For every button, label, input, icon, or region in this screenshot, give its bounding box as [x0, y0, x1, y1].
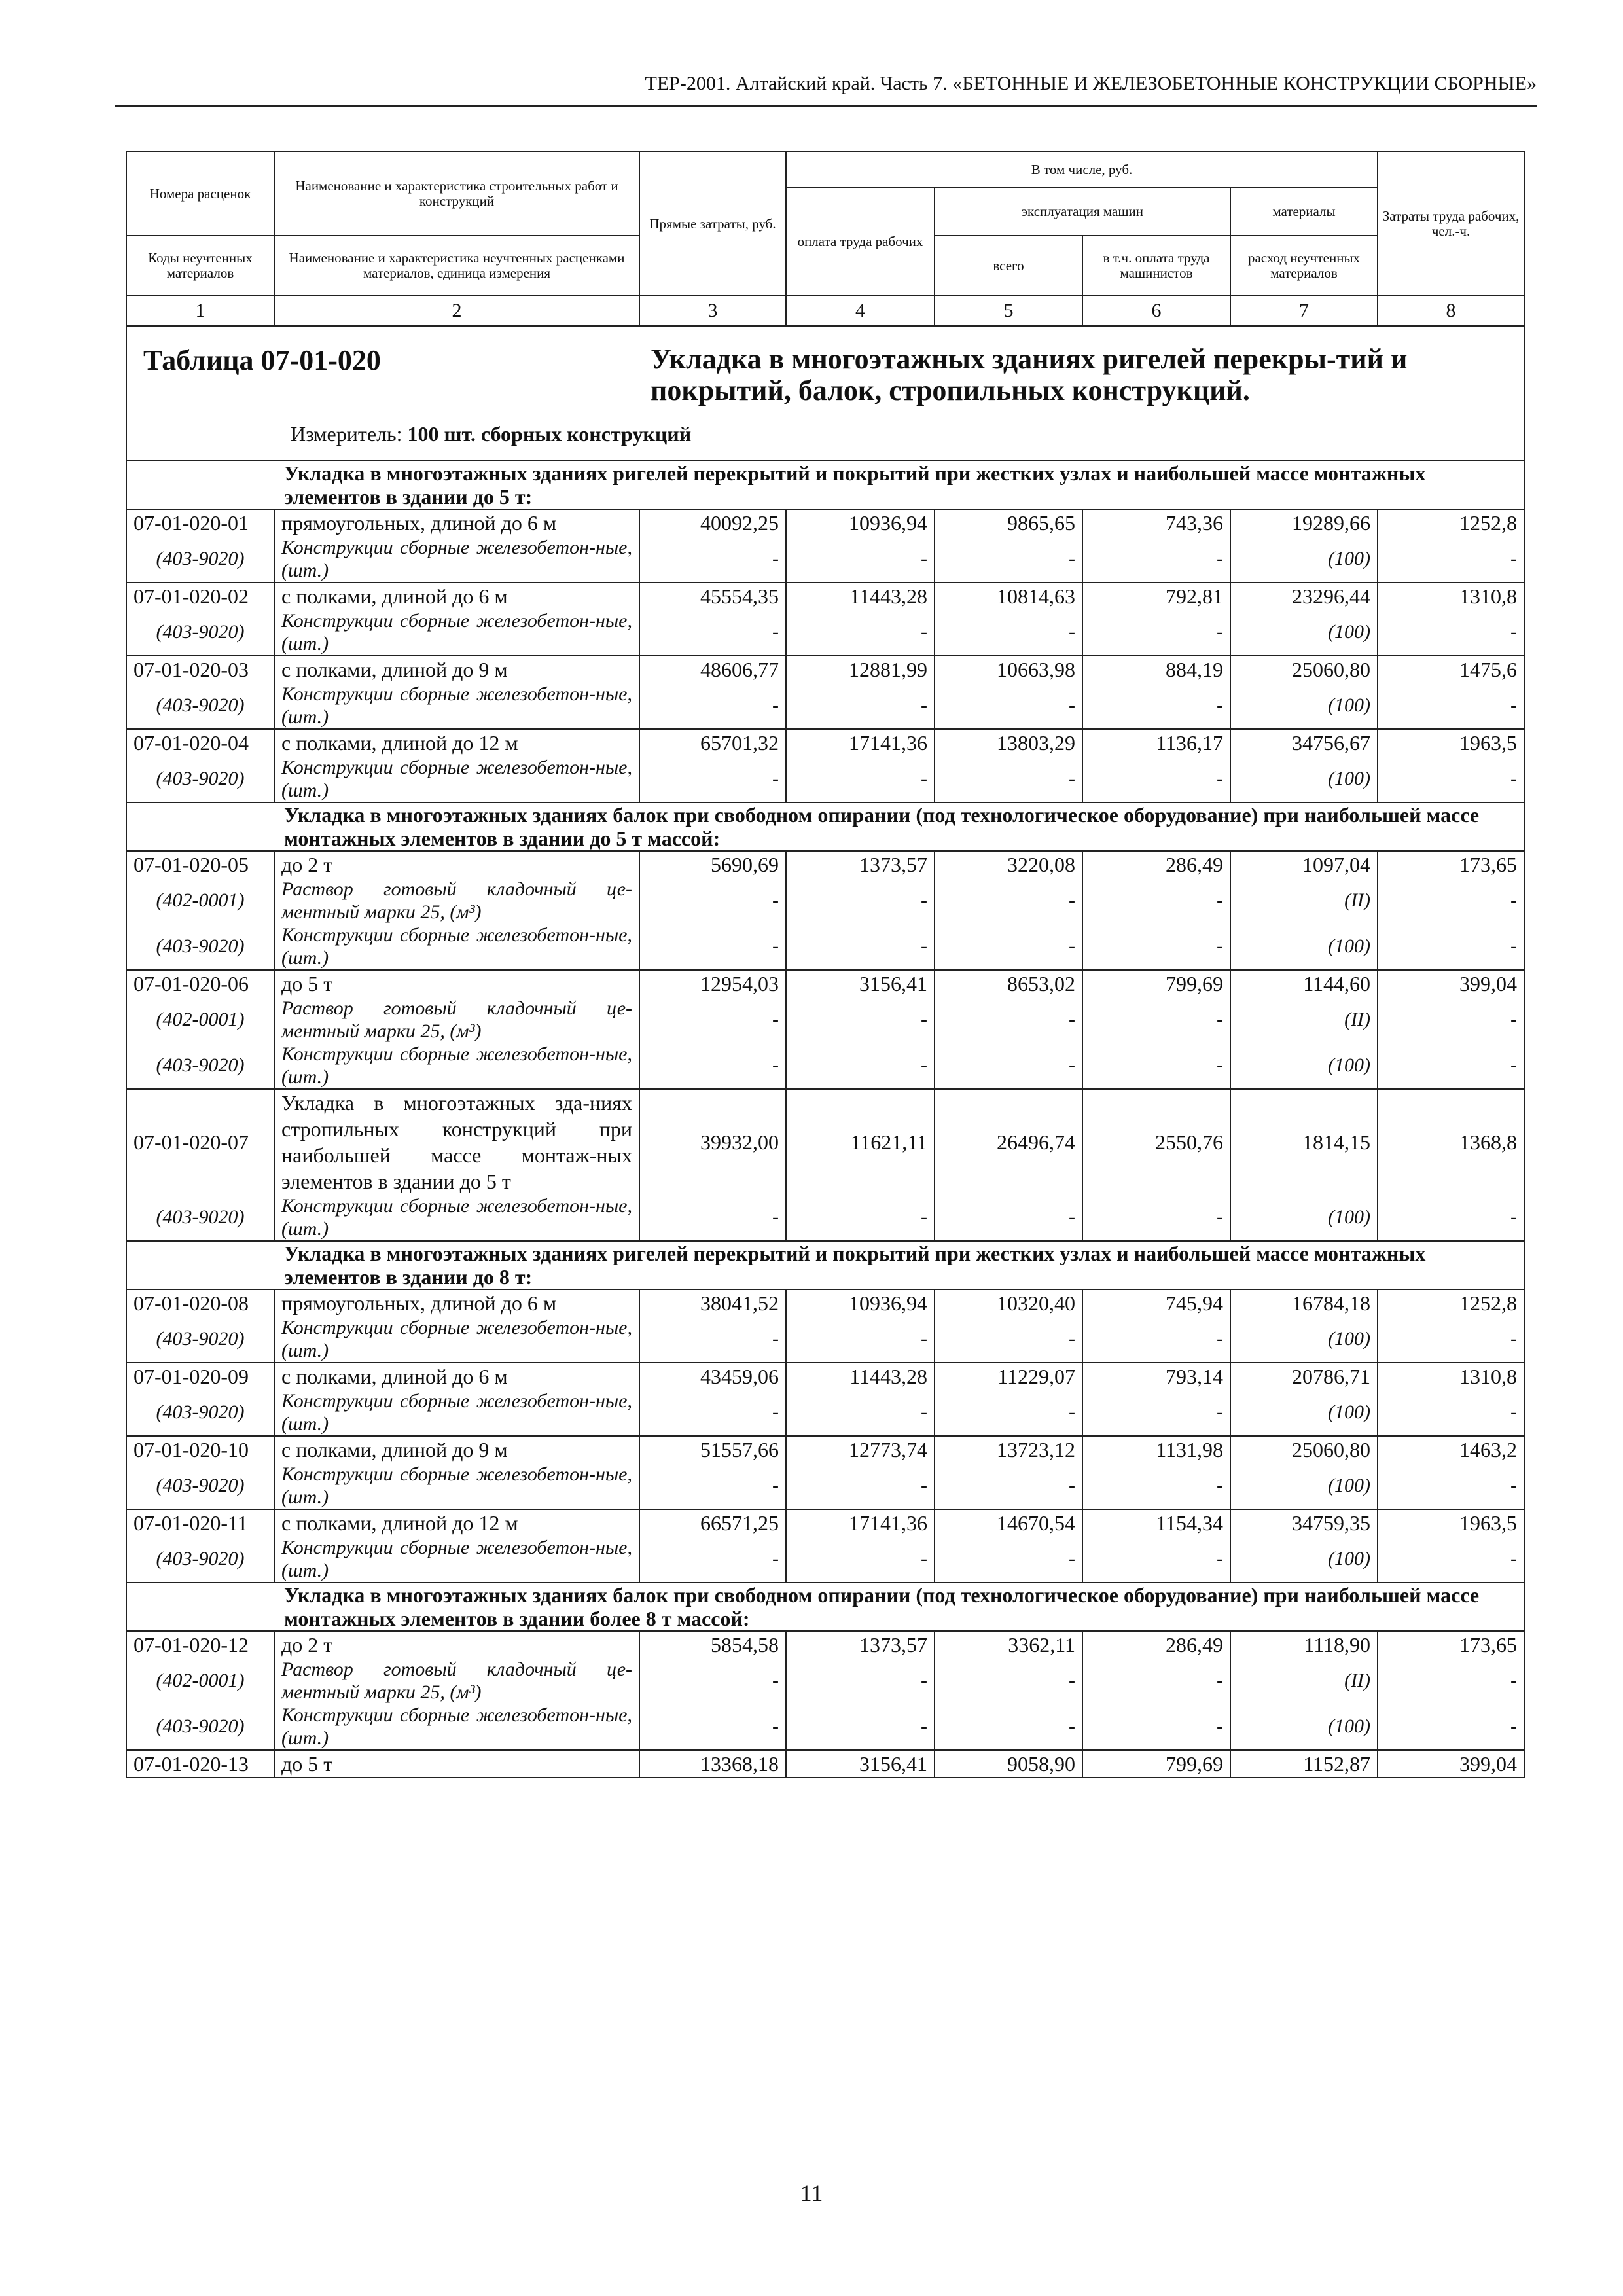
labor-costs-cell: - — [1378, 924, 1524, 970]
material-usage-cell: 34759,35 — [1230, 1509, 1378, 1536]
machines-total-cell: - — [935, 924, 1082, 970]
material-code: (403-9020) — [126, 756, 274, 802]
worker-pay-cell: - — [786, 1043, 935, 1089]
material-code: (403-9020) — [126, 1043, 274, 1089]
material-code: (403-9020) — [126, 1463, 274, 1509]
labor-costs-cell: 1475,6 — [1378, 656, 1524, 683]
material-name: Конструкции сборные железобетон-ные, (шт.) — [274, 924, 639, 970]
labor-costs-cell: 1463,2 — [1378, 1436, 1524, 1463]
worker-pay-cell: - — [786, 878, 935, 924]
machines-total-cell: 9058,90 — [935, 1750, 1082, 1778]
direct-costs-cell: 48606,77 — [639, 656, 786, 683]
rate-code: 07-01-020-03 — [126, 656, 274, 683]
direct-costs-cell: 12954,03 — [639, 970, 786, 997]
material-name: Конструкции сборные железобетон-ные, (шт.) — [274, 683, 639, 729]
material-usage-cell: 1097,04 — [1230, 851, 1378, 878]
machinist-pay-cell: - — [1082, 1536, 1230, 1583]
table-body — [126, 326, 1524, 1778]
rate-row — [126, 1509, 1524, 1536]
machines-total-cell: - — [935, 1463, 1082, 1509]
worker-pay-cell: 11443,28 — [786, 583, 935, 609]
machines-total-cell: 10814,63 — [935, 583, 1082, 609]
labor-costs-cell: - — [1378, 756, 1524, 802]
direct-costs-cell: - — [639, 1194, 786, 1241]
material-row — [126, 1043, 1524, 1089]
rate-row — [126, 509, 1524, 536]
work-name: до 5 т — [274, 970, 639, 997]
machines-total-cell: - — [935, 1704, 1082, 1750]
material-usage-cell: (100) — [1230, 1463, 1378, 1509]
material-usage-cell: (100) — [1230, 1536, 1378, 1583]
direct-costs-cell: - — [639, 1316, 786, 1363]
direct-costs-cell: - — [639, 924, 786, 970]
rate-row — [126, 1089, 1524, 1194]
labor-costs-cell: - — [1378, 1043, 1524, 1089]
machines-total-cell: 3362,11 — [935, 1631, 1082, 1658]
machinist-pay-cell: 792,81 — [1082, 583, 1230, 609]
material-name: Конструкции сборные железобетон-ные, (шт.) — [274, 1194, 639, 1241]
labor-costs-cell: - — [1378, 1536, 1524, 1583]
work-name: с полками, длиной до 9 м — [274, 656, 639, 683]
worker-pay-cell: - — [786, 1536, 935, 1583]
measure-line — [291, 422, 691, 446]
rate-code: 07-01-020-04 — [126, 729, 274, 756]
rate-code: 07-01-020-08 — [126, 1289, 274, 1316]
work-name: прямоугольных, длиной до 6 м — [274, 1289, 639, 1316]
rate-row — [126, 729, 1524, 756]
worker-pay-cell: - — [786, 1463, 935, 1509]
machines-total-cell: - — [935, 997, 1082, 1043]
machines-total-cell: - — [935, 756, 1082, 802]
work-name: с полками, длиной до 12 м — [274, 729, 639, 756]
material-row — [126, 609, 1524, 656]
labor-costs-cell: - — [1378, 1316, 1524, 1363]
direct-costs-cell: - — [639, 1704, 786, 1750]
machinist-pay-cell: 884,19 — [1082, 656, 1230, 683]
head-machines-total: всего — [935, 236, 1082, 296]
labor-costs-cell: - — [1378, 1704, 1524, 1750]
direct-costs-cell: - — [639, 1390, 786, 1436]
machinist-pay-cell: 1131,98 — [1082, 1436, 1230, 1463]
material-usage-cell: 1814,15 — [1230, 1089, 1378, 1194]
rate-code: 07-01-020-05 — [126, 851, 274, 878]
machinist-pay-cell: - — [1082, 756, 1230, 802]
direct-costs-cell: - — [639, 1043, 786, 1089]
material-usage-cell: (100) — [1230, 1043, 1378, 1089]
section-heading: Укладка в многоэтажных зданиях ригелей перекрытий и покрытий при жестких узлах и наибольшей массе монтажных элементов в здании до 8 т: — [126, 1241, 1524, 1289]
material-row — [126, 1463, 1524, 1509]
table-number: Таблица 07-01-020 — [143, 344, 381, 376]
material-usage-cell: (100) — [1230, 1194, 1378, 1241]
material-usage-cell: 23296,44 — [1230, 583, 1378, 609]
machinist-pay-cell: 745,94 — [1082, 1289, 1230, 1316]
material-usage-cell: (100) — [1230, 536, 1378, 583]
material-usage-cell: 16784,18 — [1230, 1289, 1378, 1316]
material-code: (402-0001) — [126, 1658, 274, 1704]
labor-costs-cell: - — [1378, 878, 1524, 924]
machines-total-cell: 8653,02 — [935, 970, 1082, 997]
material-name: Раствор готовый кладочный це-ментный марки 25, (м³) — [274, 997, 639, 1043]
machinist-pay-cell: 286,49 — [1082, 851, 1230, 878]
page-number: 11 — [800, 2180, 823, 2206]
material-code: (403-9020) — [126, 1536, 274, 1583]
material-row — [126, 683, 1524, 729]
worker-pay-cell: 1373,57 — [786, 1631, 935, 1658]
material-usage-cell: (II) — [1230, 878, 1378, 924]
material-code: (403-9020) — [126, 924, 274, 970]
material-code: (403-9020) — [126, 683, 274, 729]
worker-pay-cell: 17141,36 — [786, 1509, 935, 1536]
direct-costs-cell: 66571,25 — [639, 1509, 786, 1536]
column-number: 3 — [639, 296, 786, 326]
worker-pay-cell: 12773,74 — [786, 1436, 935, 1463]
machinist-pay-cell: 1154,34 — [1082, 1509, 1230, 1536]
material-code: (402-0001) — [126, 878, 274, 924]
material-row — [126, 536, 1524, 583]
worker-pay-cell: - — [786, 1658, 935, 1704]
material-name: Конструкции сборные железобетон-ные, (шт.) — [274, 536, 639, 583]
work-name: с полками, длиной до 12 м — [274, 1509, 639, 1536]
direct-costs-cell: 40092,25 — [639, 509, 786, 536]
direct-costs-cell: - — [639, 683, 786, 729]
worker-pay-cell: - — [786, 609, 935, 656]
rate-row — [126, 970, 1524, 997]
section-row — [126, 1241, 1524, 1289]
direct-costs-cell: - — [639, 536, 786, 583]
machinist-pay-cell: - — [1082, 1390, 1230, 1436]
material-usage-cell: (100) — [1230, 609, 1378, 656]
head-machinist-pay: в т.ч. оплата труда машинистов — [1082, 236, 1230, 296]
material-usage-cell: 25060,80 — [1230, 1436, 1378, 1463]
material-row — [126, 1194, 1524, 1241]
machines-total-cell: - — [935, 609, 1082, 656]
work-name: до 2 т — [274, 851, 639, 878]
labor-costs-cell: - — [1378, 1194, 1524, 1241]
material-row — [126, 997, 1524, 1043]
column-number: 5 — [935, 296, 1082, 326]
labor-costs-cell: 1963,5 — [1378, 729, 1524, 756]
worker-pay-cell: 3156,41 — [786, 970, 935, 997]
material-usage-cell: 1152,87 — [1230, 1750, 1378, 1778]
material-name: Конструкции сборные железобетон-ные, (шт.) — [274, 1316, 639, 1363]
labor-costs-cell: 173,65 — [1378, 1631, 1524, 1658]
worker-pay-cell: - — [786, 1316, 935, 1363]
head-material-names: Наименование и характеристика неучтенных расценками материалов, единица измерения — [274, 236, 639, 296]
machinist-pay-cell: - — [1082, 1194, 1230, 1241]
material-row — [126, 924, 1524, 970]
machinist-pay-cell: - — [1082, 1463, 1230, 1509]
labor-costs-cell: 1310,8 — [1378, 1363, 1524, 1390]
machines-total-cell: - — [935, 1316, 1082, 1363]
labor-costs-cell: 1963,5 — [1378, 1509, 1524, 1536]
running-header: ТЕР-2001. Алтайский край. Часть 7. «БЕТОННЫЕ И ЖЕЛЕЗОБЕТОННЫЕ КОНСТРУКЦИИ СБОРНЫЕ» — [115, 69, 1537, 107]
labor-costs-cell: - — [1378, 1390, 1524, 1436]
machinist-pay-cell: - — [1082, 683, 1230, 729]
labor-costs-cell: - — [1378, 609, 1524, 656]
machines-total-cell: - — [935, 1194, 1082, 1241]
direct-costs-cell: 5690,69 — [639, 851, 786, 878]
material-usage-cell: (100) — [1230, 1704, 1378, 1750]
material-name: Конструкции сборные железобетон-ные, (шт.) — [274, 1704, 639, 1750]
machinist-pay-cell: - — [1082, 536, 1230, 583]
rates-table — [126, 151, 1525, 1778]
rate-row — [126, 1631, 1524, 1658]
table-title-block — [126, 326, 1524, 461]
material-usage-cell: (100) — [1230, 756, 1378, 802]
machinist-pay-cell: 2550,76 — [1082, 1089, 1230, 1194]
worker-pay-cell: - — [786, 924, 935, 970]
direct-costs-cell: - — [639, 1536, 786, 1583]
head-direct-costs: Прямые затраты, руб. — [639, 152, 786, 296]
rate-code: 07-01-020-13 — [126, 1750, 274, 1778]
material-row — [126, 1658, 1524, 1704]
machinist-pay-cell: - — [1082, 1043, 1230, 1089]
machines-total-cell: - — [935, 683, 1082, 729]
worker-pay-cell: 11443,28 — [786, 1363, 935, 1390]
direct-costs-cell: 51557,66 — [639, 1436, 786, 1463]
direct-costs-cell: 43459,06 — [639, 1363, 786, 1390]
direct-costs-cell: - — [639, 756, 786, 802]
direct-costs-cell: - — [639, 997, 786, 1043]
section-row — [126, 461, 1524, 509]
material-usage-cell: 25060,80 — [1230, 656, 1378, 683]
rate-code: 07-01-020-07 — [126, 1089, 274, 1194]
machinist-pay-cell: 799,69 — [1082, 970, 1230, 997]
worker-pay-cell: 17141,36 — [786, 729, 935, 756]
machines-total-cell: 9865,65 — [935, 509, 1082, 536]
section-row — [126, 1583, 1524, 1631]
rate-row — [126, 1363, 1524, 1390]
direct-costs-cell: 65701,32 — [639, 729, 786, 756]
machinist-pay-cell: - — [1082, 1316, 1230, 1363]
material-row — [126, 1316, 1524, 1363]
direct-costs-cell: 13368,18 — [639, 1750, 786, 1778]
worker-pay-cell: 12881,99 — [786, 656, 935, 683]
direct-costs-cell: 45554,35 — [639, 583, 786, 609]
machines-total-cell: 13723,12 — [935, 1436, 1082, 1463]
machines-total-cell: 10663,98 — [935, 656, 1082, 683]
worker-pay-cell: 1373,57 — [786, 851, 935, 878]
work-name: с полками, длиной до 9 м — [274, 1436, 639, 1463]
direct-costs-cell: 39932,00 — [639, 1089, 786, 1194]
head-materials: материалы — [1230, 187, 1378, 236]
table-title: Укладка в многоэтажных зданиях ригелей перекры-тий и покрытий, балок, стропильных конструкций. — [651, 343, 1408, 406]
machinist-pay-cell: - — [1082, 924, 1230, 970]
column-number: 1 — [126, 296, 274, 326]
material-usage-cell: 1118,90 — [1230, 1631, 1378, 1658]
material-usage-cell: (100) — [1230, 1316, 1378, 1363]
worker-pay-cell: - — [786, 1704, 935, 1750]
machines-total-cell: - — [935, 536, 1082, 583]
material-name: Раствор готовый кладочный це-ментный марки 25, (м³) — [274, 1658, 639, 1704]
material-usage-cell: 34756,67 — [1230, 729, 1378, 756]
rate-code: 07-01-020-11 — [126, 1509, 274, 1536]
labor-costs-cell: - — [1378, 1463, 1524, 1509]
material-code: (403-9020) — [126, 609, 274, 656]
worker-pay-cell: - — [786, 536, 935, 583]
material-name: Конструкции сборные железобетон-ные, (шт.) — [274, 1536, 639, 1583]
worker-pay-cell: 10936,94 — [786, 509, 935, 536]
labor-costs-cell: - — [1378, 683, 1524, 729]
column-number: 7 — [1230, 296, 1378, 326]
machinist-pay-cell: - — [1082, 878, 1230, 924]
machinist-pay-cell: - — [1082, 1658, 1230, 1704]
labor-costs-cell: - — [1378, 1658, 1524, 1704]
rate-row — [126, 656, 1524, 683]
worker-pay-cell: - — [786, 997, 935, 1043]
worker-pay-cell: 10936,94 — [786, 1289, 935, 1316]
material-code: (403-9020) — [126, 1194, 274, 1241]
material-name: Конструкции сборные железобетон-ные, (шт.) — [274, 1463, 639, 1509]
head-work-name: Наименование и характеристика строительных работ и конструкций — [274, 152, 639, 236]
material-row — [126, 1390, 1524, 1436]
worker-pay-cell: - — [786, 756, 935, 802]
machines-total-cell: - — [935, 1658, 1082, 1704]
machinist-pay-cell: - — [1082, 609, 1230, 656]
direct-costs-cell: 5854,58 — [639, 1631, 786, 1658]
material-usage-cell: (100) — [1230, 924, 1378, 970]
head-rate-numbers: Номера расценок — [126, 152, 274, 236]
material-name: Раствор готовый кладочный це-ментный марки 25, (м³) — [274, 878, 639, 924]
material-name: Конструкции сборные железобетон-ные, (шт.) — [274, 1390, 639, 1436]
rate-code: 07-01-020-12 — [126, 1631, 274, 1658]
machinist-pay-cell: - — [1082, 1704, 1230, 1750]
rate-row — [126, 1289, 1524, 1316]
head-labor-costs: Затраты труда рабочих, чел.-ч. — [1378, 152, 1524, 296]
machinist-pay-cell: 743,36 — [1082, 509, 1230, 536]
material-row — [126, 878, 1524, 924]
material-code: (402-0001) — [126, 997, 274, 1043]
material-name: Конструкции сборные железобетон-ные, (шт.) — [274, 756, 639, 802]
worker-pay-cell: - — [786, 1194, 935, 1241]
material-usage-cell: (100) — [1230, 1390, 1378, 1436]
machines-total-cell: - — [935, 1043, 1082, 1089]
section-heading: Укладка в многоэтажных зданиях ригелей перекрытий и покрытий при жестких узлах и наибольшей массе монтажных элементов в здании до 5 т: — [126, 461, 1524, 509]
material-usage-cell: (II) — [1230, 997, 1378, 1043]
direct-costs-cell: - — [639, 878, 786, 924]
material-code: (403-9020) — [126, 1704, 274, 1750]
head-in-total: В том числе, руб. — [786, 152, 1378, 187]
material-usage-cell: 20786,71 — [1230, 1363, 1378, 1390]
labor-costs-cell: 399,04 — [1378, 1750, 1524, 1778]
labor-costs-cell: 1310,8 — [1378, 583, 1524, 609]
direct-costs-cell: - — [639, 609, 786, 656]
head-worker-pay: оплата труда рабочих — [786, 187, 935, 296]
head-material-usage: расход неучтенных материалов — [1230, 236, 1378, 296]
machinist-pay-cell: 1136,17 — [1082, 729, 1230, 756]
column-number: 8 — [1378, 296, 1524, 326]
machines-total-cell: - — [935, 1536, 1082, 1583]
rate-row — [126, 1750, 1524, 1778]
column-number: 4 — [786, 296, 935, 326]
measure-label: Измеритель: — [291, 422, 402, 446]
material-row — [126, 1704, 1524, 1750]
work-name: до 2 т — [274, 1631, 639, 1658]
rate-code: 07-01-020-09 — [126, 1363, 274, 1390]
rate-code: 07-01-020-01 — [126, 509, 274, 536]
machines-total-cell: - — [935, 1390, 1082, 1436]
material-usage-cell: 1144,60 — [1230, 970, 1378, 997]
section-row — [126, 802, 1524, 851]
rate-code: 07-01-020-10 — [126, 1436, 274, 1463]
material-usage-cell: (100) — [1230, 683, 1378, 729]
material-code: (403-9020) — [126, 1390, 274, 1436]
table-head — [126, 152, 1524, 326]
measure-value: 100 шт. сборных конструкций — [407, 422, 692, 446]
material-usage-cell: (II) — [1230, 1658, 1378, 1704]
machines-total-cell: 11229,07 — [935, 1363, 1082, 1390]
machines-total-cell: 13803,29 — [935, 729, 1082, 756]
material-row — [126, 1536, 1524, 1583]
direct-costs-cell: - — [639, 1658, 786, 1704]
head-machines: эксплуатация машин — [935, 187, 1230, 236]
material-name: Конструкции сборные железобетон-ные, (шт.) — [274, 1043, 639, 1089]
direct-costs-cell: - — [639, 1463, 786, 1509]
work-name: до 5 т — [274, 1750, 639, 1778]
machines-total-cell: - — [935, 878, 1082, 924]
rate-code: 07-01-020-06 — [126, 970, 274, 997]
worker-pay-cell: 11621,11 — [786, 1089, 935, 1194]
machines-total-cell: 14670,54 — [935, 1509, 1082, 1536]
work-name: с полками, длиной до 6 м — [274, 583, 639, 609]
rate-row — [126, 583, 1524, 609]
worker-pay-cell: - — [786, 1390, 935, 1436]
worker-pay-cell: 3156,41 — [786, 1750, 935, 1778]
head-material-codes: Коды неучтенных материалов — [126, 236, 274, 296]
rate-code: 07-01-020-02 — [126, 583, 274, 609]
material-row — [126, 756, 1524, 802]
work-name: прямоугольных, длиной до 6 м — [274, 509, 639, 536]
direct-costs-cell: 38041,52 — [639, 1289, 786, 1316]
column-number: 6 — [1082, 296, 1230, 326]
labor-costs-cell: - — [1378, 997, 1524, 1043]
worker-pay-cell: - — [786, 683, 935, 729]
rate-row — [126, 1436, 1524, 1463]
machinist-pay-cell: - — [1082, 997, 1230, 1043]
work-name: с полками, длиной до 6 м — [274, 1363, 639, 1390]
labor-costs-cell: 1368,8 — [1378, 1089, 1524, 1194]
labor-costs-cell: - — [1378, 536, 1524, 583]
column-number: 2 — [274, 296, 639, 326]
machines-total-cell: 3220,08 — [935, 851, 1082, 878]
machinist-pay-cell: 793,14 — [1082, 1363, 1230, 1390]
machinist-pay-cell: 799,69 — [1082, 1750, 1230, 1778]
machines-total-cell: 10320,40 — [935, 1289, 1082, 1316]
machinist-pay-cell: 286,49 — [1082, 1631, 1230, 1658]
rate-row — [126, 851, 1524, 878]
section-heading: Укладка в многоэтажных зданиях балок при свободном опирании (под технологическое оборудование) при наибольшей массе монтажных элементов в здании более 8 т массой: — [126, 1583, 1524, 1631]
labor-costs-cell: 1252,8 — [1378, 509, 1524, 536]
labor-costs-cell: 1252,8 — [1378, 1289, 1524, 1316]
material-code: (403-9020) — [126, 536, 274, 583]
material-code: (403-9020) — [126, 1316, 274, 1363]
machines-total-cell: 26496,74 — [935, 1089, 1082, 1194]
labor-costs-cell: 399,04 — [1378, 970, 1524, 997]
section-heading: Укладка в многоэтажных зданиях балок при свободном опирании (под технологическое оборудование) при наибольшей массе монтажных элементов в здании до 5 т массой: — [126, 802, 1524, 851]
material-usage-cell: 19289,66 — [1230, 509, 1378, 536]
labor-costs-cell: 173,65 — [1378, 851, 1524, 878]
material-name: Конструкции сборные железобетон-ные, (шт.) — [274, 609, 639, 656]
work-name: Укладка в многоэтажных зда-ниях стропильных конструкций при наибольшей массе монтаж-ных элементов в здании до 5 т — [274, 1089, 639, 1194]
